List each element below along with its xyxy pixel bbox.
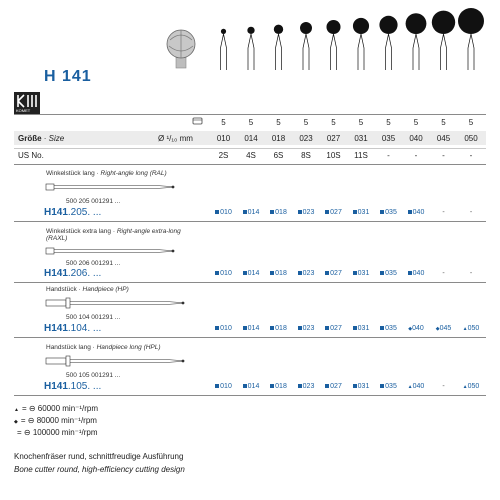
- rpm-60000-marker-icon: ▲: [14, 407, 19, 413]
- code-value: 010: [220, 325, 232, 332]
- code-cell: [293, 270, 320, 277]
- code-cell: [210, 270, 237, 277]
- code-value: 031: [357, 270, 370, 277]
- rpm-dial-icon: ⊖: [27, 416, 35, 425]
- size-drawing-icon: [221, 29, 227, 70]
- reference-bold: H141: [44, 207, 68, 218]
- code-cell: [210, 383, 237, 390]
- pack-cell: 5: [221, 118, 226, 127]
- section-title-en2: (RAXL): [46, 235, 68, 242]
- pack-cell: 5: [248, 118, 254, 127]
- code-cell: [430, 270, 457, 277]
- code-cell: [375, 325, 402, 332]
- size-label: Größe · Size: [18, 134, 65, 143]
- size-drawing-icon: [406, 13, 427, 70]
- size-cell: 040: [409, 134, 423, 143]
- code-cell: [238, 383, 265, 390]
- code-dash: -: [442, 270, 445, 277]
- pack-cell: 5: [468, 118, 474, 127]
- size-cell: 045: [436, 134, 451, 143]
- rpm-100000-marker-icon: [298, 271, 302, 275]
- instrument-drawing-icon: [46, 296, 196, 310]
- rpm-100000-marker-icon: [353, 384, 357, 388]
- code-value: 050: [467, 383, 480, 390]
- product-illustrations: [0, 0, 500, 70]
- article-number: 500 105 001291 ...: [66, 372, 121, 379]
- legend-item: [14, 428, 98, 437]
- code-value: 040: [412, 383, 425, 390]
- code-value: 010: [220, 270, 232, 277]
- instrument-drawing-icon: [46, 354, 196, 368]
- reference-number: [44, 381, 101, 392]
- rpm-100000-marker-icon: [325, 384, 329, 388]
- reference-rest: .104. ...: [67, 323, 102, 334]
- rpm-100000-marker-icon: [215, 271, 219, 275]
- code-cell: [458, 270, 485, 277]
- rpm-100000-marker-icon: [215, 326, 219, 330]
- divider: [14, 221, 486, 222]
- size-drawing-icon: [247, 27, 254, 70]
- code-cell: [265, 209, 292, 216]
- code-value: 018: [275, 209, 287, 216]
- code-cell: [430, 383, 457, 390]
- code-value: 035: [385, 325, 397, 332]
- code-cell: [238, 325, 265, 332]
- rpm-100000-marker-icon: [408, 210, 412, 214]
- size-drawing-icon: [300, 22, 312, 70]
- rpm-60000-marker-icon: ▲: [462, 384, 468, 390]
- code-cell: [375, 209, 402, 216]
- code-cell: [348, 383, 375, 390]
- section-title-en: Handpiece (HP): [82, 286, 129, 293]
- rpm-100000-marker-icon: [298, 210, 302, 214]
- code-value: 023: [302, 209, 315, 216]
- rpm-100000-marker-icon: [270, 326, 274, 330]
- rpm-100000-marker-icon: [243, 326, 247, 330]
- us-cell: 11S: [354, 151, 368, 160]
- code-dash: -: [442, 209, 445, 216]
- pack-cell: 5: [331, 118, 336, 127]
- code-cell: [375, 383, 402, 390]
- size-drawing-icon: [458, 8, 484, 70]
- code-cell: [458, 325, 485, 332]
- code-cell: [238, 270, 265, 277]
- article-number: 500 104 001291 ...: [66, 314, 121, 321]
- code-cell: [348, 270, 375, 277]
- divider: [14, 337, 486, 338]
- rpm-100000-marker-icon: [380, 210, 384, 214]
- rpm-100000-marker-icon: [243, 384, 247, 388]
- code-cell: [265, 325, 292, 332]
- code-cell: [293, 383, 320, 390]
- legend-item: [14, 404, 98, 413]
- rpm-100000-marker-icon: [408, 271, 412, 275]
- description-en: Bone cutter round, high-efficiency cutting design: [14, 465, 185, 474]
- divider: [14, 164, 486, 165]
- rpm-100000-marker-icon: [380, 271, 384, 275]
- size-unit: Ø ¹/₁₀ mm: [158, 134, 193, 143]
- code-value: 023: [302, 383, 315, 390]
- code-cell: [210, 209, 237, 216]
- section-title-de: Winkelstück lang ·: [46, 170, 101, 177]
- section-title-de: Handstück lang ·: [46, 344, 97, 351]
- size-cell: 018: [271, 134, 286, 143]
- product-code: H 141: [44, 68, 92, 85]
- size-cell: 027: [326, 134, 341, 143]
- code-cell: [403, 209, 430, 216]
- code-dash: -: [469, 270, 473, 277]
- code-cell: [348, 209, 375, 216]
- divider: [14, 395, 486, 396]
- code-value: 023: [302, 270, 315, 277]
- code-cell: [403, 325, 430, 332]
- bur-photo-icon: [167, 30, 195, 68]
- size-cell: 010: [216, 134, 231, 143]
- instrument-drawing-icon: [46, 244, 196, 258]
- size-cell: 014: [244, 134, 258, 143]
- us-cell: 2S: [218, 151, 229, 160]
- code-value: 035: [385, 270, 397, 277]
- code-cell: [458, 383, 485, 390]
- size-drawing-icon: [379, 16, 397, 70]
- code-value: 040: [412, 325, 424, 332]
- code-value: 045: [439, 325, 452, 332]
- code-cell: [348, 325, 375, 332]
- section-title-de: Handstück ·: [46, 286, 83, 293]
- us-cell: -: [442, 151, 445, 160]
- code-value: 040: [412, 270, 425, 277]
- divider: [14, 148, 486, 149]
- section-title-en: Right-angle long (RAL): [100, 170, 167, 177]
- us-cell: 10S: [326, 151, 341, 160]
- legend-eq: =: [20, 416, 28, 425]
- size-cell: 050: [464, 134, 478, 143]
- section-title: [46, 344, 161, 351]
- legend-text: 100000 min⁻¹/rpm: [30, 428, 98, 437]
- code-value: 014: [247, 209, 260, 216]
- size-cell: 023: [299, 134, 313, 143]
- rpm-100000-marker-icon: [298, 326, 302, 330]
- rpm-80000-marker-icon: ◆: [14, 419, 18, 425]
- code-value: 031: [357, 209, 370, 216]
- rpm-100000-marker-icon: [270, 271, 274, 275]
- code-value: 018: [275, 325, 287, 332]
- size-cell: 031: [354, 134, 368, 143]
- code-value: 023: [302, 325, 315, 332]
- code-cell: [293, 209, 320, 216]
- rpm-100000-marker-icon: [270, 384, 274, 388]
- instrument-drawing-icon: [46, 180, 196, 194]
- pack-cell: 5: [303, 118, 309, 127]
- code-cell: [265, 270, 292, 277]
- rpm-100000-marker-icon: [298, 384, 302, 388]
- code-value: 050: [467, 325, 480, 332]
- code-cell: [320, 209, 347, 216]
- code-cell: [293, 325, 320, 332]
- code-dash: -: [469, 209, 473, 216]
- size-drawings: [221, 8, 485, 70]
- reference-number: [44, 268, 101, 279]
- us-cell: 4S: [246, 151, 256, 160]
- size-drawing-icon: [326, 20, 340, 70]
- reference-number: [44, 207, 101, 218]
- section-title: [46, 286, 129, 293]
- code-value: 014: [247, 383, 260, 390]
- us-cell: -: [387, 151, 390, 160]
- section-title-en: Right-angle extra-long: [116, 228, 181, 235]
- reference-rest: .206. ...: [67, 268, 102, 279]
- rpm-100000-marker-icon: [380, 384, 384, 388]
- code-value: 014: [247, 325, 260, 332]
- rpm-100000-marker-icon: [380, 326, 384, 330]
- divider: [14, 114, 486, 115]
- rpm-80000-marker-icon: ◆: [435, 326, 440, 332]
- rpm-100000-marker-icon: [353, 210, 357, 214]
- rpm-dial-icon: ⊖: [28, 404, 36, 413]
- rpm-100000-marker-icon: [325, 271, 329, 275]
- code-value: 035: [385, 383, 397, 390]
- code-value: 018: [275, 383, 287, 390]
- rpm-100000-marker-icon: [353, 326, 357, 330]
- reference-bold: H141: [44, 381, 68, 392]
- code-cell: [238, 209, 265, 216]
- legend-text: 60000 min⁻¹/rpm: [35, 404, 99, 413]
- us-cell: 6S: [273, 151, 284, 160]
- article-number: 500 205 001291 ...: [66, 198, 121, 205]
- legend-eq: =: [21, 404, 29, 413]
- us-label: US No.: [18, 151, 44, 160]
- section-title-en: Handpiece long (HPL): [96, 344, 161, 351]
- rpm-dial-icon: ⊖: [23, 428, 31, 437]
- rpm-100000-marker-icon: [215, 384, 219, 388]
- code-cell: [265, 383, 292, 390]
- code-value: 010: [220, 209, 232, 216]
- pack-cell: 5: [358, 118, 364, 127]
- code-cell: [320, 383, 347, 390]
- code-value: 035: [385, 209, 397, 216]
- reference-bold: H141: [44, 323, 68, 334]
- size-drawing-icon: [353, 18, 369, 70]
- code-cell: [430, 325, 457, 332]
- rpm-100000-marker-icon: [243, 210, 247, 214]
- code-value: 014: [247, 270, 260, 277]
- reference-rest: .105. ...: [67, 381, 102, 392]
- description-de: Knochenfräser rund, schnittfreudige Ausführung: [14, 452, 184, 461]
- rpm-100000-marker-icon: [215, 210, 219, 214]
- us-cell: -: [469, 151, 473, 160]
- code-cell: [403, 383, 430, 390]
- divider: [14, 282, 486, 283]
- code-value: 027: [330, 383, 342, 390]
- code-cell: [403, 270, 430, 277]
- rpm-80000-marker-icon: ◆: [408, 326, 413, 332]
- code-value: 010: [220, 383, 232, 390]
- rpm-60000-marker-icon: ▲: [407, 384, 413, 390]
- us-cell: 8S: [301, 151, 311, 160]
- size-cell: 035: [381, 134, 396, 143]
- code-value: 027: [330, 209, 342, 216]
- section-title-de: Winkelstück extra lang ·: [46, 228, 117, 235]
- code-dash: -: [442, 383, 445, 390]
- section-title: [46, 170, 167, 177]
- code-value: 027: [330, 270, 342, 277]
- reference-bold: H141: [44, 268, 68, 279]
- us-cell: -: [414, 151, 418, 160]
- code-cell: [430, 209, 457, 216]
- code-cell: [375, 270, 402, 277]
- rpm-60000-marker-icon: ▲: [462, 326, 468, 332]
- pack-cell: 5: [386, 118, 391, 127]
- code-value: 027: [330, 325, 342, 332]
- reference-rest: .205. ...: [67, 207, 102, 218]
- code-cell: [458, 209, 485, 216]
- rpm-100000-marker-icon: [325, 210, 329, 214]
- rpm-100000-marker-icon: [353, 271, 357, 275]
- code-cell: [320, 325, 347, 332]
- pack-cell: 5: [276, 118, 281, 127]
- reference-number: [44, 323, 101, 334]
- pack-cell: 5: [413, 118, 419, 127]
- legend-text: 80000 min⁻¹/rpm: [34, 416, 97, 425]
- size-drawing-icon: [274, 25, 283, 70]
- code-value: 031: [357, 383, 370, 390]
- code-value: 018: [275, 270, 287, 277]
- code-cell: [210, 325, 237, 332]
- code-value: 031: [357, 325, 370, 332]
- code-value: 040: [412, 209, 425, 216]
- article-number: 500 206 001291 ...: [66, 260, 121, 267]
- size-drawing-icon: [432, 11, 455, 70]
- rpm-100000-marker-icon: [243, 271, 247, 275]
- pack-icon: [192, 116, 204, 126]
- legend-item: [14, 416, 97, 425]
- pack-cell: 5: [441, 118, 446, 127]
- rpm-100000-marker-icon: [325, 326, 329, 330]
- section-title: [46, 228, 181, 242]
- rpm-100000-marker-icon: [270, 210, 274, 214]
- code-cell: [320, 270, 347, 277]
- legend-eq: =: [17, 428, 24, 437]
- brand-logo: KOMET: [14, 92, 40, 114]
